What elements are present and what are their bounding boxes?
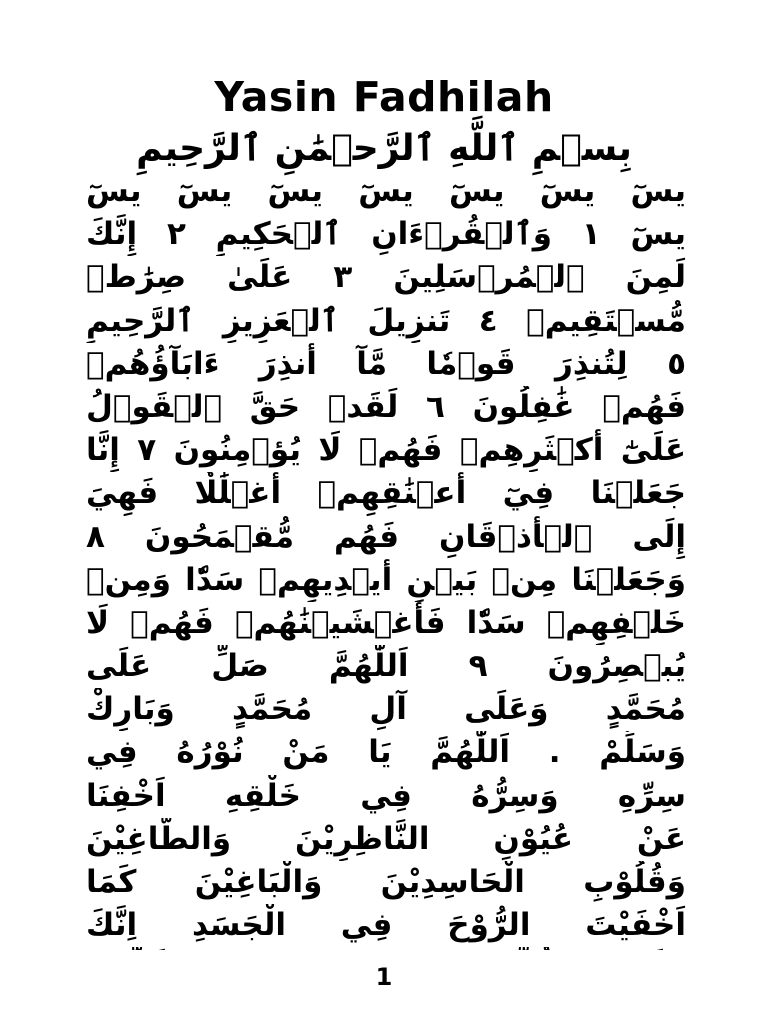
text-line: جَعَلۡنَا فِيٓ أَعۡنَٰقِهِمۡ أَغۡلَٰلٗا فَهِيَ: [86, 475, 686, 512]
text-line: يسٓ ١ وَٱلۡقُرۡءَانِ ٱلۡحَكِيمِ ٢ إِنَّكَ: [86, 216, 686, 253]
arabic-text-body: [86, 170, 686, 950]
text-line: عَلَىٰٓ أَكۡثَرِهِمۡ فَهُمۡ لَا يُؤۡمِنُونَ ٧ إِنَّا: [86, 432, 686, 469]
text-line: مُحَمَّدٍ وَعَلَى آلِ مُحَمَّدٍ وَبَارِكْ: [86, 691, 686, 728]
text-line: خَلۡفِهِمۡ سَدّٗا فَأَغۡشَيۡنَٰهُمۡ فَهُمۡ لَا: [86, 604, 686, 641]
text-line: مُّسۡتَقِيمٖ ٤ تَنزِيلَ ٱلۡعَزِيزِ ٱلرَّحِيمِ: [86, 302, 686, 339]
text-line: إِلَى ٱلۡأَذۡقَانِ فَهُم مُّقۡمَحُونَ ٨: [86, 518, 686, 555]
page-number: 1: [375, 963, 393, 991]
document-title: Yasin Fadhilah: [214, 73, 554, 121]
text-line: لَمِنَ ٱلۡمُرۡسَلِينَ ٣ عَلَىٰ صِرَٰطٖ: [86, 259, 686, 296]
basmala-heading: بِسۡمِ ٱللَّهِ ٱلرَّحۡمَٰنِ ٱلرَّحِيمِ: [136, 128, 632, 169]
text-line: ٥ لِتُنذِرَ قَوۡمٗا مَّآ أُنذِرَ ءَابَآؤُهُمۡ: [86, 345, 686, 382]
text-line: وَسَلِّمْ . اَللّٰهُمَّ يَا مَنْ نُوْرُهُ فِي: [86, 734, 686, 771]
text-line: وَقُلُوْبِ الْحَاسِدِيْنَ وَالْبَاغِيْنَ كَمَا: [86, 864, 686, 900]
text-line: وَجَعَلۡنَا مِنۢ بَيۡنِ أَيۡدِيهِمۡ سَدّٗا وَمِنۡ: [86, 561, 686, 598]
text-line: اَخْفَيْتَ الرُّوْحَ فِي الْجَسَدِ اِنَّكَ: [86, 907, 686, 944]
text-line: [86, 947, 686, 950]
text-line: عَنْ عُيُوْنِ النَّاظِرِيْنَ وَالطَّاغِيْنَ: [86, 820, 686, 857]
text-line: فَهُمۡ غَٰفِلُونَ ٦ لَقَدۡ حَقَّ ٱلۡقَوۡلُ: [86, 388, 686, 425]
text-line: يُبۡصِرُونَ ٩ اَللّٰهُمَّ صَلِّ عَلَى: [86, 648, 686, 685]
text-line: يسٓ يسٓ يسٓ يسٓ يسٓ يسٓ يسٓ: [86, 173, 686, 209]
text-line: سِرِّهِ وَسِرُّهُ فِي خَلْقِهِ اَخْفِنَا: [86, 777, 686, 814]
